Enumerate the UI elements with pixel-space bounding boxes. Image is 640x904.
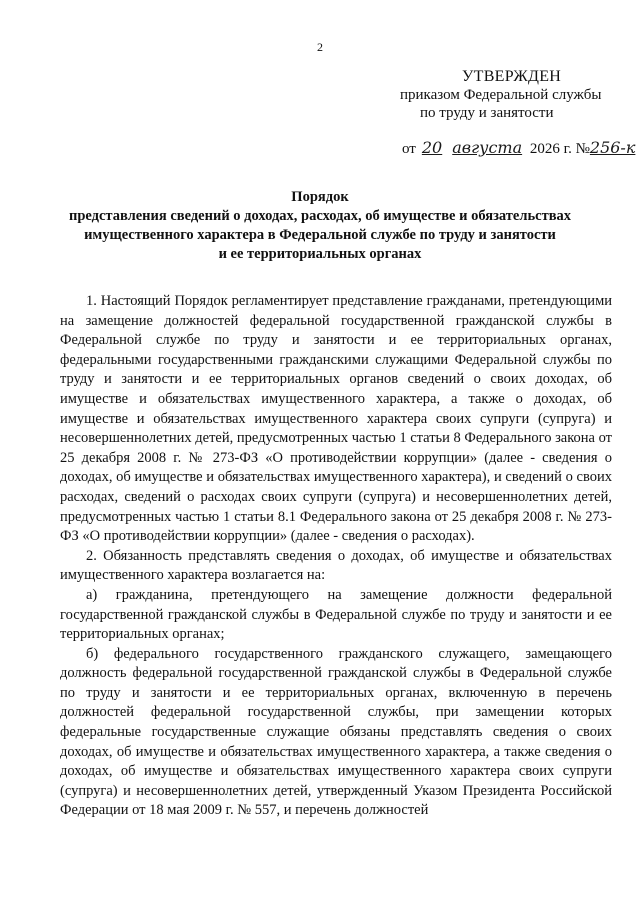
title-line-2: представления сведений о доходах, расходах, об имуществе и обязательствах (68, 208, 572, 224)
paragraph-2b: б) федерального государственного гражданского служащего, замещающего должность федеральной государственной гражданской службы в Федеральной службе по труду и занятости и ее территориальных органах, включенную в перечень должностей федеральной государственной службы, при замещении которых федеральные государственные служащие обязаны представлять сведения о своих доходах, об имуществе и обязательствах имущественного характера, а также сведения о доходах, об имуществе и обязательствах имущественного характера своих супруги (супруга) и несовершеннолетних детей, утвержденный Указом Президента Российской Федерации от 18 мая 2009 г. № 557, и перечень должностей (60, 645, 612, 819)
page-number: 2 (317, 40, 323, 54)
approval-title: УТВЕРЖДЕН (462, 68, 562, 85)
date-month-handwritten: августа (452, 138, 523, 157)
approval-date (402, 138, 635, 158)
document-body (60, 292, 612, 821)
number-sign: № (575, 141, 590, 157)
date-prefix: от (402, 141, 416, 157)
date-day-handwritten: 20 (421, 138, 443, 157)
paragraph-2a: а) гражданина, претендующего на замещение должности федеральной государственной гражданской службы в Федеральной службе по труду и занятости и ее территориальных органах; (60, 586, 612, 643)
date-year: 2026 г. (529, 141, 572, 157)
approval-order-line: приказом Федеральной службы (400, 87, 602, 103)
title-line-4: и ее территориальных органах (218, 246, 422, 262)
approval-stamp (390, 68, 620, 122)
document-title (40, 188, 600, 264)
order-number-handwritten: 256-к (589, 138, 636, 157)
paragraph-1: 1. Настоящий Порядок регламентирует представление гражданами, претендующими на замещение должностей федеральной государственной гражданской службы в Федеральной службе по труду и занятости и ее территориальных органах, федеральными государственными гражданскими служащими Федеральной службы по труду и занятости и ее территориальных органов сведений о своих доходах, об имуществе и обязательствах имущественного характера, а также о доходах, об имуществе и обязательствах имущественного характера своих супруги (супруга) и несовершеннолетних детей, предусмотренных частью 1 статьи 8 Федерального закона от 25 декабря 2008 г. № 273-ФЗ «О противодействии коррупции» (далее - сведения о доходах, об имуществе и обязательствах имущественного характера), и сведений о своих расходах, сведений о расходах своих супруги (супруга) и несовершеннолетних детей, предусмотренных частью 1 статьи 8.1 Федерального закона от 25 декабря 2008 г. № 273-ФЗ «О противодействии коррупции» (далее - сведения о расходах). (60, 293, 613, 545)
approval-order-line-2: по труду и занятости (420, 105, 554, 121)
title-line-1: Порядок (291, 189, 349, 205)
paragraph-2: 2. Обязанность представлять сведения о доходах, об имуществе и обязательствах имущественного характера возлагается на: (60, 547, 612, 584)
title-line-3: имущественного характера в Федеральной службе по труду и занятости (84, 227, 556, 243)
